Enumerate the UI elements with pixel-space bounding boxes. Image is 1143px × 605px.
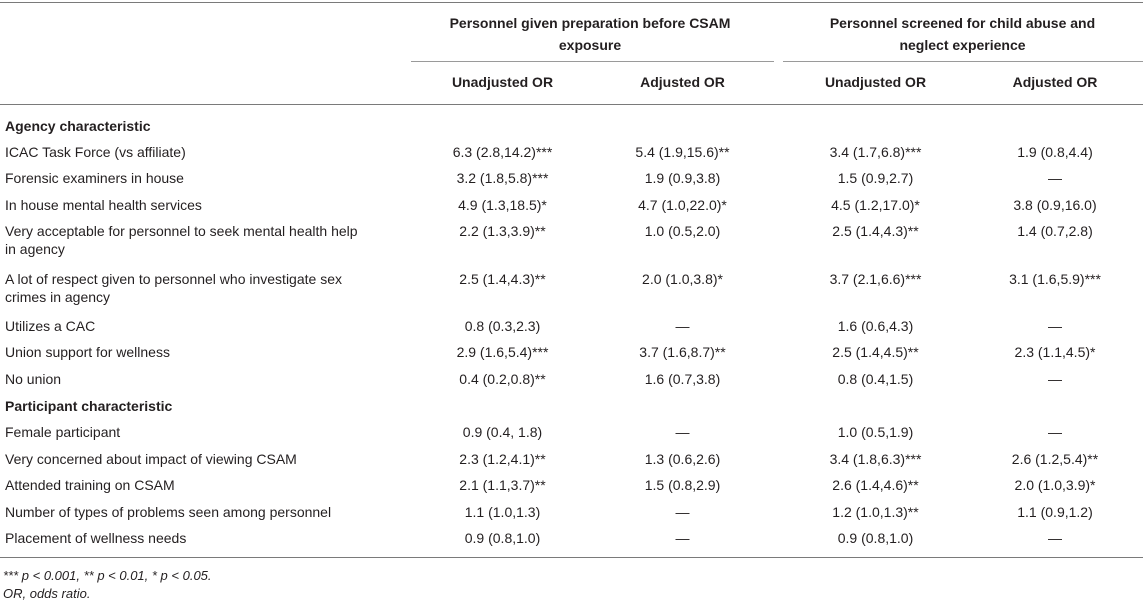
cell-screen-unadjusted: 0.9 (0.8,1.0) — [837, 530, 914, 546]
cell-screen-unadjusted: 4.5 (1.2,17.0)* — [831, 197, 920, 213]
footnote-abbreviation: OR, odds ratio. — [3, 586, 91, 601]
cell-screen-adjusted: — — [1048, 371, 1062, 387]
row-label: Placement of wellness needs — [5, 530, 187, 546]
cell-prep-adjusted: 5.4 (1.9,15.6)** — [635, 144, 730, 160]
row-label: No union — [5, 371, 62, 387]
cell-prep-unadjusted: 2.1 (1.1,3.7)** — [459, 477, 546, 493]
row-label: Very acceptable for personnel to seek mental health help in agency — [5, 223, 358, 257]
row-label: Very concerned about impact of viewing CSAM — [5, 451, 297, 467]
group-header-preparation: Personnel given preparation before CSAM exposure — [449, 15, 731, 53]
cell-prep-unadjusted: 2.5 (1.4,4.3)** — [459, 271, 546, 287]
cell-screen-unadjusted: 2.5 (1.4,4.5)** — [832, 344, 919, 360]
cell-screen-unadjusted: 3.7 (2.1,6.6)*** — [829, 271, 922, 287]
cell-prep-unadjusted: 0.9 (0.8,1.0) — [464, 530, 541, 546]
cell-screen-unadjusted: 0.8 (0.4,1.5) — [837, 371, 914, 387]
cell-screen-unadjusted: 3.4 (1.7,6.8)*** — [829, 144, 922, 160]
section-title: Participant characteristic — [5, 398, 173, 414]
cell-prep-unadjusted: 3.2 (1.8,5.8)*** — [456, 170, 549, 186]
cell-screen-unadjusted: 1.0 (0.5,1.9) — [837, 424, 914, 440]
cell-prep-adjusted: 1.0 (0.5,2.0) — [644, 223, 721, 239]
header-bottom-rule — [0, 104, 1143, 105]
group2-underline — [783, 61, 1143, 62]
cell-prep-unadjusted: 2.2 (1.3,3.9)** — [459, 223, 546, 239]
row-label: Number of types of problems seen among personnel — [5, 504, 332, 520]
cell-screen-unadjusted: 2.5 (1.4,4.3)** — [832, 223, 919, 239]
cell-screen-unadjusted: 2.6 (1.4,4.6)** — [832, 477, 919, 493]
cell-screen-unadjusted: 3.4 (1.8,6.3)*** — [829, 451, 922, 467]
cell-prep-adjusted: 4.7 (1.0,22.0)* — [638, 197, 727, 213]
group1-underline — [411, 61, 774, 62]
cell-screen-unadjusted: 1.2 (1.0,1.3)** — [832, 504, 919, 520]
cell-prep-adjusted: 2.0 (1.0,3.8)* — [642, 271, 723, 287]
section-title: Agency characteristic — [5, 118, 151, 134]
cell-prep-unadjusted: 0.9 (0.4, 1.8) — [462, 424, 543, 440]
cell-screen-unadjusted: 1.5 (0.9,2.7) — [837, 170, 914, 186]
cell-prep-unadjusted: 1.1 (1.0,1.3) — [464, 504, 541, 520]
cell-prep-adjusted: 1.9 (0.9,3.8) — [644, 170, 721, 186]
row-label: Forensic examiners in house — [5, 170, 184, 186]
cell-screen-adjusted: — — [1048, 424, 1062, 440]
row-label: Utilizes a CAC — [5, 318, 96, 334]
cell-prep-unadjusted: 0.4 (0.2,0.8)** — [459, 371, 546, 387]
col-header-unadjusted-2: Unadjusted OR — [824, 74, 927, 90]
cell-prep-adjusted: — — [675, 504, 690, 520]
cell-prep-unadjusted: 2.3 (1.2,4.1)** — [459, 451, 546, 467]
footnote-significance: *** p < 0.001, ** p < 0.01, * p < 0.05. — [3, 568, 212, 583]
cell-prep-unadjusted: 2.9 (1.6,5.4)*** — [456, 344, 549, 360]
cell-prep-adjusted: 1.3 (0.6,2.6) — [644, 451, 721, 467]
cell-prep-adjusted: 1.5 (0.8,2.9) — [644, 477, 721, 493]
cell-prep-adjusted: — — [675, 424, 690, 440]
cell-screen-adjusted: — — [1048, 530, 1062, 546]
cell-prep-adjusted: 1.6 (0.7,3.8) — [644, 371, 721, 387]
cell-screen-adjusted: 1.4 (0.7,2.8) — [1017, 223, 1093, 239]
cell-prep-adjusted: 3.7 (1.6,8.7)** — [639, 344, 726, 360]
row-label: In house mental health services — [5, 197, 202, 213]
row-label: A lot of respect given to personnel who investigate sex crimes in agency — [5, 271, 342, 305]
row-label: Union support for wellness — [5, 344, 170, 360]
cell-prep-unadjusted: 0.8 (0.3,2.3) — [464, 318, 541, 334]
col-header-adjusted-1: Adjusted OR — [640, 74, 725, 90]
row-label: ICAC Task Force (vs affiliate) — [5, 144, 186, 160]
table-bottom-rule — [0, 557, 1143, 558]
cell-screen-adjusted: — — [1048, 170, 1062, 186]
cell-prep-unadjusted: 6.3 (2.8,14.2)*** — [452, 144, 553, 160]
row-label: Attended training on CSAM — [5, 477, 175, 493]
cell-prep-adjusted: — — [675, 530, 690, 546]
group-header-screened: Personnel screened for child abuse and neglect experience — [829, 15, 1096, 53]
cell-screen-adjusted: 1.9 (0.8,4.4) — [1017, 144, 1093, 160]
cell-screen-adjusted: 2.0 (1.0,3.9)* — [1014, 477, 1096, 493]
cell-screen-adjusted: 3.1 (1.6,5.9)*** — [1009, 271, 1101, 287]
cell-prep-unadjusted: 4.9 (1.3,18.5)* — [458, 197, 547, 213]
cell-screen-adjusted: — — [1048, 318, 1062, 334]
cell-screen-unadjusted: 1.6 (0.6,4.3) — [837, 318, 914, 334]
cell-screen-adjusted: 3.8 (0.9,16.0) — [1013, 197, 1097, 213]
top-rule — [0, 2, 1143, 3]
row-label: Female participant — [5, 424, 121, 440]
cell-screen-adjusted: 1.1 (0.9,1.2) — [1017, 504, 1093, 520]
cell-screen-adjusted: 2.6 (1.2,5.4)** — [1011, 451, 1099, 467]
cell-screen-adjusted: 2.3 (1.1,4.5)* — [1014, 344, 1096, 360]
cell-prep-adjusted: — — [675, 318, 690, 334]
col-header-adjusted-2: Adjusted OR — [1012, 74, 1098, 90]
col-header-unadjusted-1: Unadjusted OR — [451, 74, 554, 90]
